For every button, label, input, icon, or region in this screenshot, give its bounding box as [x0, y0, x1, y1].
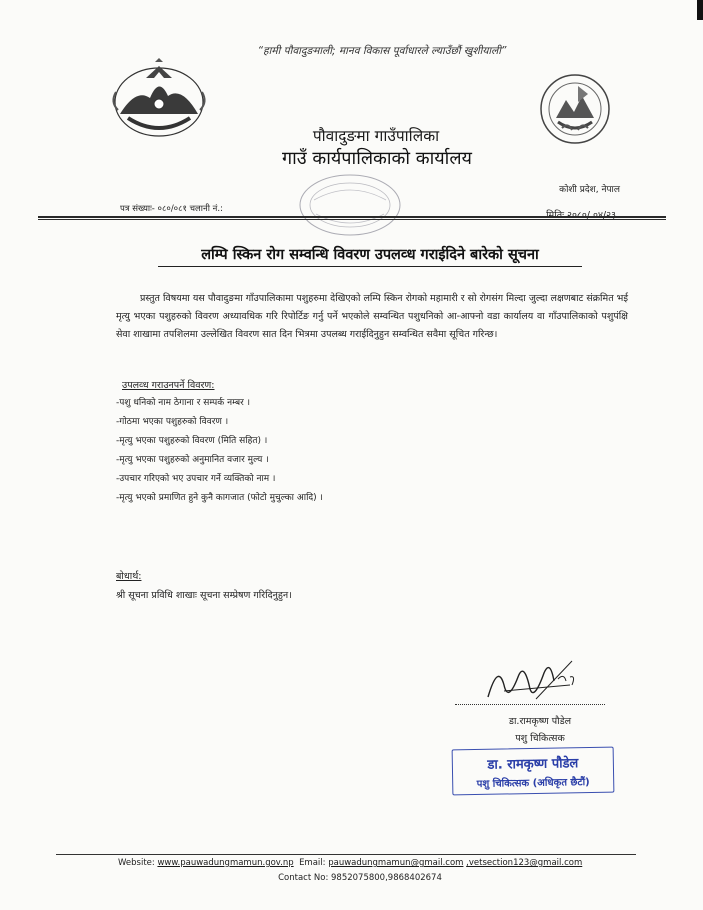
requirements-heading: उपलव्ध गराउनपर्ने विवरण: [122, 380, 215, 391]
header-divider [38, 216, 666, 218]
signature-stamp [452, 747, 615, 796]
list-item: -मृत्यु भएका पशुहरुको अनुमानित वजार मुल्य । [116, 455, 269, 465]
footer-contacts [118, 858, 618, 868]
notice-body: प्रस्तुत विषयमा यस पौवादुङमा गाँउपालिकामा पशुहरुमा देखिएको लम्पि स्किन रोगको महामारी र सो रोगसंग मिल्दा जुल्दा लक्षणबाट संक्रमित भई मृत्यु भएका पशुहरुको विवरण अध्यावधिक गरि रिपोर्टिङ गर्नु पर्ने भएकोले सम्वन्धित पशुधनिको आ-आफ्नो वडा कार्यालय वा गाँउपालिकाको पशुपंक्षि सेवा शाखामा तपशिलमा उल्लेखित विवरण सात दिन भित्रमा उपलब्ध गराईदिनुहुन सम्वन्धित सवैमा सूचित गरिन्छ। [116, 293, 628, 340]
email-label: Email: [299, 858, 326, 868]
footer-divider [56, 854, 636, 855]
cc-text: श्री सूचना प्रविधि शाखाः सूचना सम्प्रेषण गरिदिनुहुन। [116, 590, 292, 601]
stamp-title: पशु चिकित्सक (अधिकृत छैटौं) [476, 777, 590, 790]
reference-number: पत्र संख्याः- ०८०/०८१ चलानी नं.: [120, 204, 223, 214]
stamp-name: डा. रामकृष्ण पौडेल [487, 756, 579, 773]
office-stamp-icon [294, 170, 406, 240]
signature-line [455, 704, 605, 705]
list-item: -मृत्यु भएका पशुहरुको विवरण (मिति सहित) । [116, 436, 268, 446]
email-link-primary[interactable]: pauwadungmamun@gmail.com [328, 858, 464, 868]
scan-edge-mark [697, 0, 703, 20]
website-label: Website: [118, 858, 155, 868]
cc-heading: बोधार्थ: [116, 571, 142, 582]
subject-underline [158, 266, 582, 267]
header-divider-thin [38, 219, 666, 220]
province-label: कोशी प्रदेश, नेपाल [559, 185, 620, 195]
list-item: -पशु धनिको नाम ठेगाना र सम्पर्क नम्बर । [116, 398, 251, 408]
office-subtitle: गाउँ कार्यपालिकाको कार्यालय [282, 148, 472, 169]
office-name: पौवादुङमा गाउँपालिका [312, 127, 440, 145]
list-item: -मृत्यु भएको प्रमाणित हुने कुनै कागजात (फोटो मुचुल्का आदि) । [116, 493, 323, 503]
notice-subject: लम्पि स्किन रोग सम्वन्धि विवरण उपलव्ध गराईदिने बारेको सूचना [201, 247, 539, 263]
requirements-list [116, 394, 323, 508]
signature-icon [474, 655, 586, 711]
signer-title: पशु चिकित्सक [515, 733, 565, 744]
nepal-emblem-icon [106, 58, 212, 140]
signer-name: डा.रामकृष्ण पौडेल [508, 716, 572, 727]
email-link-secondary[interactable]: ,vetsection123@gmail.com [466, 858, 583, 868]
letterhead-motto: “हामी पौवादुङमाली; मानव विकास पूर्वाधारले ल्याउँछौं खुशीयाली” [257, 45, 507, 57]
website-link[interactable]: www.pauwadungmamun.gov.np [157, 858, 294, 868]
list-item: -गोठमा भएका पशुहरुको विवरण । [116, 417, 229, 427]
municipality-logo-icon [538, 72, 612, 146]
contact-numbers: Contact No: 9852075800,9868402674 [278, 873, 442, 883]
list-item: -उपचार गरिएको भए उपचार गर्ने व्यक्तिको नाम । [116, 474, 276, 484]
